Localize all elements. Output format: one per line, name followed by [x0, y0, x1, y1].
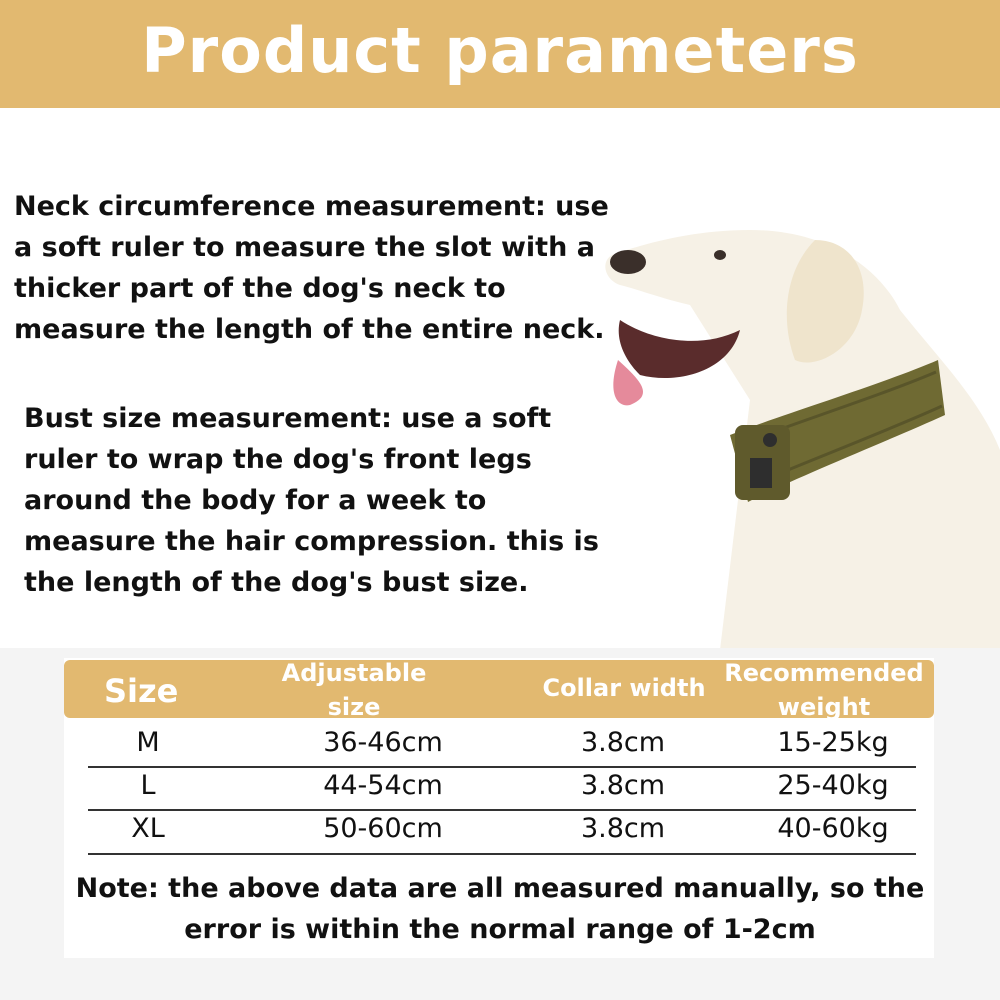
cell-size: M: [136, 727, 160, 758]
table-row: [88, 770, 916, 812]
bust-measurement-text: Bust size measurement: use a soft ruler to wrap the dog's front legs around the body for a week to measure the hair compression. this is the length of the dog's bust size.: [24, 403, 599, 598]
table-row: [88, 727, 916, 769]
cell-adjustable-size: 36-46cm: [323, 727, 443, 758]
cell-adjustable-size: 50-60cm: [323, 813, 443, 844]
neck-measurement-text: Neck circumference measurement: use a soft ruler to measure the slot with a thicker part of the dog's neck to measure the length of the entire neck.: [14, 191, 609, 345]
cell-size: L: [140, 770, 156, 801]
row-divider: [88, 853, 916, 855]
header-collar-width: Collar width: [542, 674, 706, 702]
header-recommended-weight: Recommended weight: [724, 659, 924, 721]
cell-collar-width: 3.8cm: [580, 770, 666, 801]
header-banner: [0, 0, 1000, 108]
cell-weight: 15-25kg: [777, 727, 889, 758]
cell-adjustable-size: 44-54cm: [323, 770, 443, 801]
table-row: [88, 813, 916, 855]
cell-weight: 25-40kg: [777, 770, 889, 801]
row-divider: [88, 809, 916, 811]
cell-size: XL: [131, 813, 165, 844]
cell-collar-width: 3.8cm: [580, 727, 666, 758]
page-title: Product parameters: [141, 13, 859, 87]
header-adjustable-size: Adjustable size: [281, 659, 427, 721]
size-table-header: [64, 659, 934, 721]
cell-collar-width: 3.8cm: [580, 813, 666, 844]
header-size: Size: [104, 672, 179, 710]
row-divider: [88, 766, 916, 768]
cell-weight: 40-60kg: [777, 813, 889, 844]
measurement-note: Note: the above data are all measured manually, so the error is within the normal range of 1-2cm: [75, 873, 925, 945]
dog-with-collar-image: [600, 210, 1000, 650]
